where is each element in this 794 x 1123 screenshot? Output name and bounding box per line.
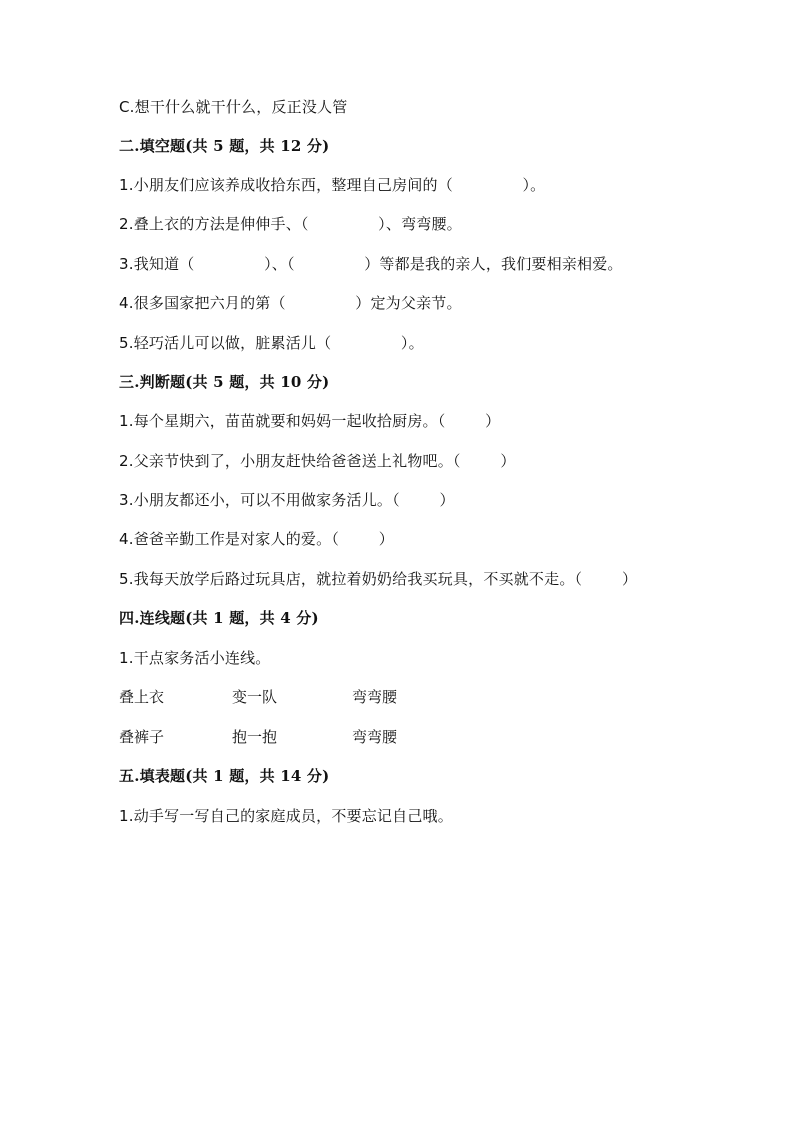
section-5-heading: 五.填表题(共 1 题，共 14 分) [119,767,330,785]
judgment-question-2: 2.父亲节快到了，小朋友赶快给爸爸送上礼物吧。（ ） [119,452,516,470]
judgment-question-5: 5.我每天放学后路过玩具店，就拉着奶奶给我买玩具，不买就不走。（ ） [119,570,638,588]
section-4-heading: 四.连线题(共 1 题，共 4 分) [119,609,319,627]
matching-question-1: 1.干点家务活小连线。 [119,649,271,667]
judgment-question-3: 3.小朋友都还小，可以不用做家务活儿。（ ） [119,491,455,509]
fill-blank-question-5: 5.轻巧活儿可以做，脏累活儿（ ）。 [119,334,424,352]
judgment-question-1: 1.每个星期六，苗苗就要和妈妈一起收拾厨房。（ ） [119,412,501,430]
matching-item: 变一队 [232,688,278,706]
matching-item: 弯弯腰 [352,728,398,746]
judgment-question-4: 4.爸爸辛勤工作是对家人的爱。（ ） [119,530,394,548]
fill-blank-question-3: 3.我知道（ ）、（ ）等都是我的亲人，我们要相亲相爱。 [119,255,623,273]
matching-item: 抱一抱 [232,728,278,746]
option-c: C.想干什么就干什么，反正没人管 [119,98,348,116]
matching-item: 弯弯腰 [352,688,398,706]
fill-blank-question-4: 4.很多国家把六月的第（ ）定为父亲节。 [119,294,462,312]
matching-item: 叠上衣 [119,688,165,706]
section-3-heading: 三.判断题(共 5 题，共 10 分) [119,373,330,391]
fill-blank-question-2: 2.叠上衣的方法是伸伸手、（ ）、弯弯腰。 [119,215,462,233]
section-2-heading: 二.填空题(共 5 题，共 12 分) [119,137,330,155]
fill-blank-question-1: 1.小朋友们应该养成收拾东西，整理自己房间的（ ）。 [119,176,546,194]
table-question-1: 1.动手写一写自己的家庭成员，不要忘记自己哦。 [119,807,453,825]
matching-item: 叠裤子 [119,728,165,746]
